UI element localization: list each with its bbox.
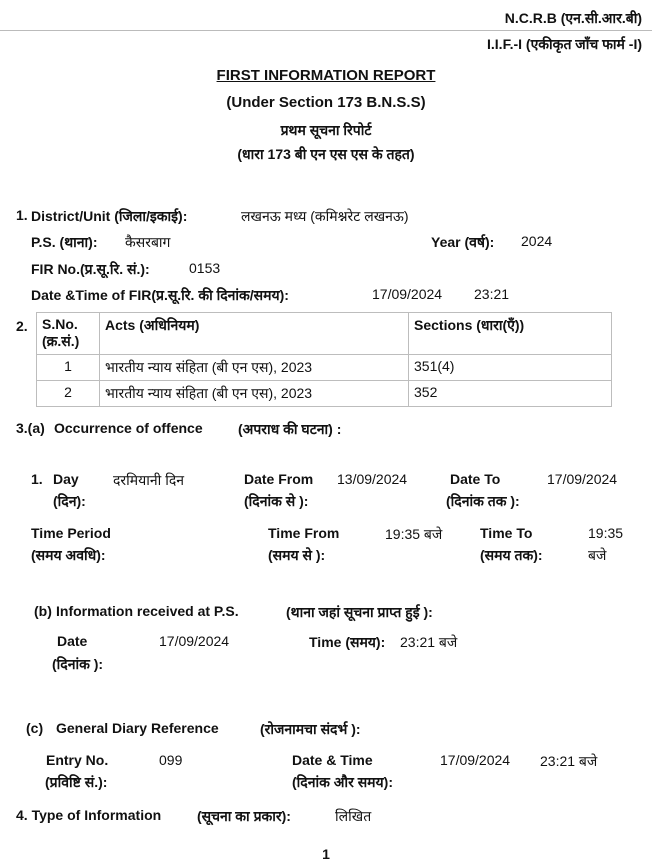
fir-date-value: 17/09/2024: [372, 286, 443, 302]
fir-datetime-label: Date &Time of FIR(प्र.सू.रि. की दिनांक/समय):: [31, 287, 289, 303]
item3b-heading-hi: (थाना जहां सूचना प्राप्त हुई ):: [286, 604, 433, 620]
time-to-label: Time To: [480, 525, 533, 541]
diary-date-value: 17/09/2024: [440, 752, 511, 768]
table-row: [37, 381, 612, 407]
received-date-value: 17/09/2024: [159, 633, 230, 649]
ncrb-header: N.C.R.B (एन.सी.आर.बी): [504, 10, 642, 26]
info-type-label-hi: (सूचना का प्रकार):: [197, 808, 291, 824]
row-section: 352: [409, 381, 612, 407]
iif-header: I.I.F.-I (एकीकृत जाँच फार्म -I): [487, 36, 642, 52]
received-time-value: 23:21 बजे: [400, 634, 458, 650]
diary-time-value: 23:21 बजे: [540, 753, 598, 769]
fir-no-value: 0153: [189, 260, 221, 276]
report-title-hi: प्रथम सूचना रिपोर्ट: [280, 122, 372, 138]
row-act: भारतीय न्याय संहिता (बी एन एस), 2023: [100, 381, 409, 407]
time-from-label: Time From: [268, 525, 340, 541]
item2-number: 2.: [16, 318, 28, 334]
info-type-label: 4. Type of Information: [16, 807, 162, 823]
acts-table: [36, 312, 612, 407]
info-type-value: लिखित: [335, 808, 372, 824]
entry-no-value: 099: [159, 752, 183, 768]
sections-header: Sections (धारा(एँ)): [409, 313, 612, 355]
item3c-heading-hi: (रोजनामचा संदर्भ ):: [260, 721, 361, 737]
time-to-value: 19:35: [588, 525, 624, 541]
day-label: Day: [53, 471, 79, 487]
report-title: FIRST INFORMATION REPORT: [216, 67, 436, 84]
header-divider: [0, 30, 652, 31]
day-value: दरमियानी दिन: [113, 472, 185, 488]
fir-time-value: 23:21: [474, 286, 510, 302]
item3c-heading: General Diary Reference: [56, 720, 219, 736]
time-from-label-hi: (समय से ):: [268, 547, 326, 563]
acts-table-header-row: [37, 313, 612, 355]
table-row: [37, 355, 612, 381]
date-to-label: Date To: [450, 471, 501, 487]
received-date-label: Date: [57, 633, 88, 649]
time-period-label: Time Period: [31, 525, 111, 541]
acts-header: Acts (अधिनियम): [100, 313, 409, 355]
entry-no-label-hi: (प्रविष्टि सं.):: [45, 774, 108, 790]
received-date-label-hi: (दिनांक ):: [52, 656, 104, 672]
time-period-label-hi: (समय अवधि):: [31, 547, 106, 563]
page-number: 1: [322, 846, 330, 862]
row-section: 351(4): [409, 355, 612, 381]
year-label: Year (वर्ष):: [431, 234, 495, 250]
report-section-en: (Under Section 173 B.N.S.S): [226, 94, 426, 111]
item3a-number: 3.(a): [16, 420, 45, 436]
item3b-heading: Information received at P.S.: [56, 603, 239, 619]
diary-datetime-label: Date & Time: [292, 752, 373, 768]
year-value: 2024: [521, 233, 553, 249]
row-sno: 2: [37, 381, 100, 407]
entry-no-label: Entry No.: [46, 752, 109, 768]
date-from-label: Date From: [244, 471, 314, 487]
item3b-number: (b): [34, 603, 52, 619]
time-from-value: 19:35 बजे: [385, 526, 443, 542]
date-to-label-hi: (दिनांक तक ):: [446, 493, 520, 509]
item3c-number: (c): [26, 720, 44, 736]
item3a-heading: Occurrence of offence: [54, 420, 203, 436]
row-act: भारतीय न्याय संहिता (बी एन एस), 2023: [100, 355, 409, 381]
ps-label: P.S. (थाना):: [31, 234, 98, 250]
district-label: District/Unit (जिला/इकाई):: [31, 208, 188, 224]
item3a-heading-hi: (अपराध की घटना) :: [238, 421, 342, 437]
diary-datetime-label-hi: (दिनांक और समय):: [292, 774, 393, 790]
report-section-hi: (धारा 173 बी एन एस एस के तहत): [237, 146, 415, 162]
sno-header-en: S.No.: [42, 316, 78, 332]
day-label-hi: (दिन):: [53, 493, 86, 509]
date-from-value: 13/09/2024: [337, 471, 408, 487]
time-to-unit: बजे: [588, 547, 607, 563]
sno-header: [37, 313, 100, 355]
date-to-value: 17/09/2024: [547, 471, 618, 487]
day-number: 1.: [31, 471, 43, 487]
sno-header-hi: (क्र.सं.): [42, 333, 80, 349]
ps-value: कैसरबाग: [125, 234, 171, 250]
time-to-label-hi: (समय तक):: [480, 547, 543, 563]
district-value: लखनऊ मध्य (कमिश्नरेट लखनऊ): [241, 208, 409, 224]
item1-number: 1.: [16, 207, 28, 223]
row-sno: 1: [37, 355, 100, 381]
date-from-label-hi: (दिनांक से ):: [244, 493, 309, 509]
fir-no-label: FIR No.(प्र.सू.रि. सं.):: [31, 261, 150, 277]
received-time-label: Time (समय):: [309, 634, 386, 650]
